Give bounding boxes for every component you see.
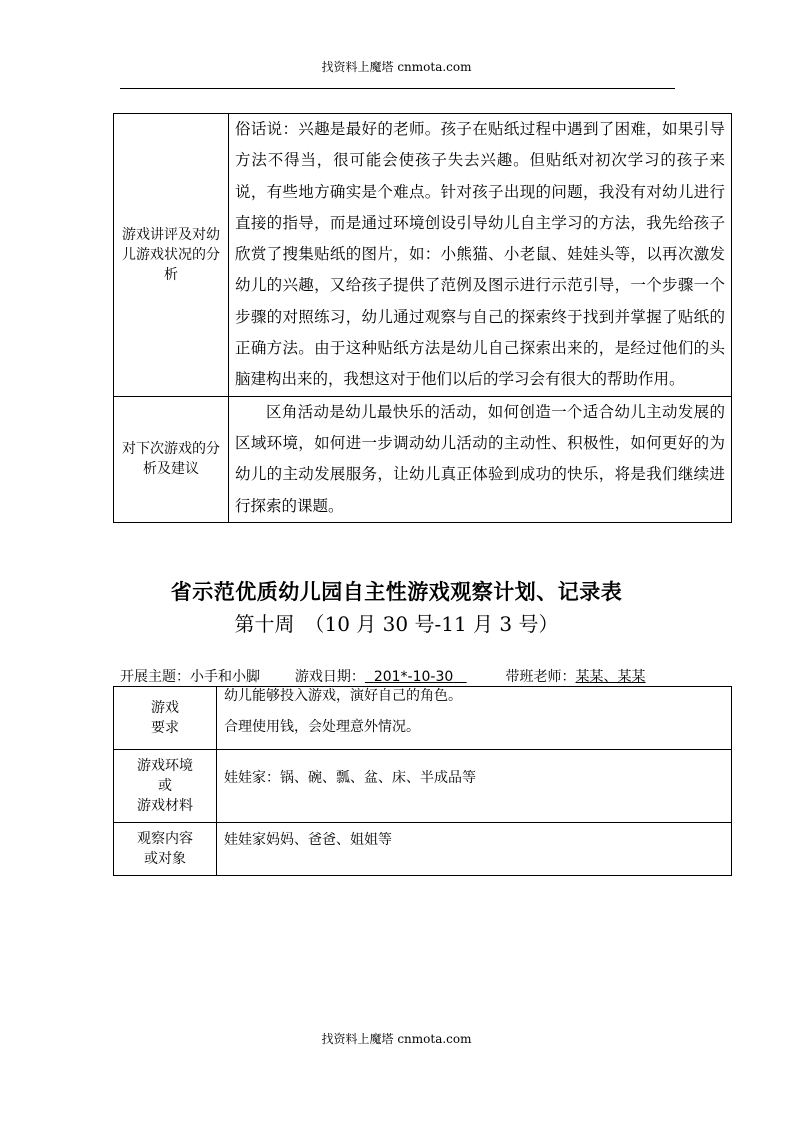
materials-content: 娃娃家：锅、碗、瓢、盆、床、半成品等 (217, 750, 732, 823)
teacher-value: 某某、某某 (575, 669, 646, 685)
table-row (114, 823, 732, 876)
teacher-label: 带班老师： (505, 669, 576, 685)
table-row (114, 687, 732, 750)
row-label-suggestion (114, 396, 229, 522)
row-label-text: 游戏讲评及对幼儿游戏状况的分析 (122, 226, 220, 283)
evaluation-content (229, 114, 732, 397)
requirements-content: 幼儿能够投入游戏，演好自己的角色。 合理使用钱，会处理意外情况。 (217, 687, 732, 750)
evaluation-table (113, 113, 732, 523)
observation-content: 娃娃家妈妈、爸爸、姐姐等 (217, 823, 732, 876)
page-header: 找资料上魔塔 cnmota.com (321, 60, 472, 74)
info-line (120, 666, 646, 686)
observation-table (113, 686, 732, 876)
page-footer: 找资料上魔塔 cnmota.com (321, 1032, 472, 1046)
suggestion-text: 区角活动是幼儿最快乐的活动，如何创造一个适合幼儿主动发展的区域环境，如何进一步调动幼儿活动的主动性、积极性，如何更好的为幼儿的主动发展服务，让幼儿真正体验到成功的快乐，将是我们继续进行探索的课题。 (235, 402, 725, 515)
form-subtitle: 第十周 （10 月 30 号-11 月 3 号） (234, 612, 559, 636)
theme-label: 开展主题： (120, 669, 190, 685)
header-divider (120, 88, 675, 89)
row-label-observation: 观察内容 或对象 (114, 823, 217, 876)
row-label-evaluation (114, 114, 229, 397)
table-row (114, 396, 732, 522)
row-label-requirements: 游戏 要求 (114, 687, 217, 750)
date-label: 游戏日期： (294, 669, 365, 685)
table-row (114, 750, 732, 823)
table-row (114, 114, 732, 397)
row-label-materials: 游戏环境 或 游戏材料 (114, 750, 217, 823)
theme-value: 小手和小脚 (190, 669, 260, 685)
row-label-text: 对下次游戏的分析及建议 (122, 441, 220, 478)
date-value: 201*-10-30 (373, 669, 454, 685)
evaluation-text: 俗话说：兴趣是最好的老师。孩子在贴纸过程中遇到了困难，如果引导方法不得当，很可能会使孩子失去兴趣。但贴纸对初次学习的孩子来说，有些地方确实是个难点。针对孩子出现的问题，我没有对幼儿进行直接的指导，而是通过环境创设引导幼儿自主学习的方法，我先给孩子欣赏了搜集贴纸的图片，如：小熊猫、小老鼠、娃娃头等，以再次激发幼儿的兴趣，又给孩子提供了范例及图示进行示范引导，一个步骤一个步骤的对照练习，幼儿通过观察与自己的探索终于找到并掌握了贴纸的正确方法。由于这种贴纸方法是幼儿自己探索出来的，是经过他们的头脑建构出来的，我想这对于他们以后的学习会有很大的帮助作用。 (235, 120, 725, 389)
suggestion-content (229, 396, 732, 522)
form-title: 省示范优质幼儿园自主性游戏观察计划、记录表 (170, 579, 623, 604)
